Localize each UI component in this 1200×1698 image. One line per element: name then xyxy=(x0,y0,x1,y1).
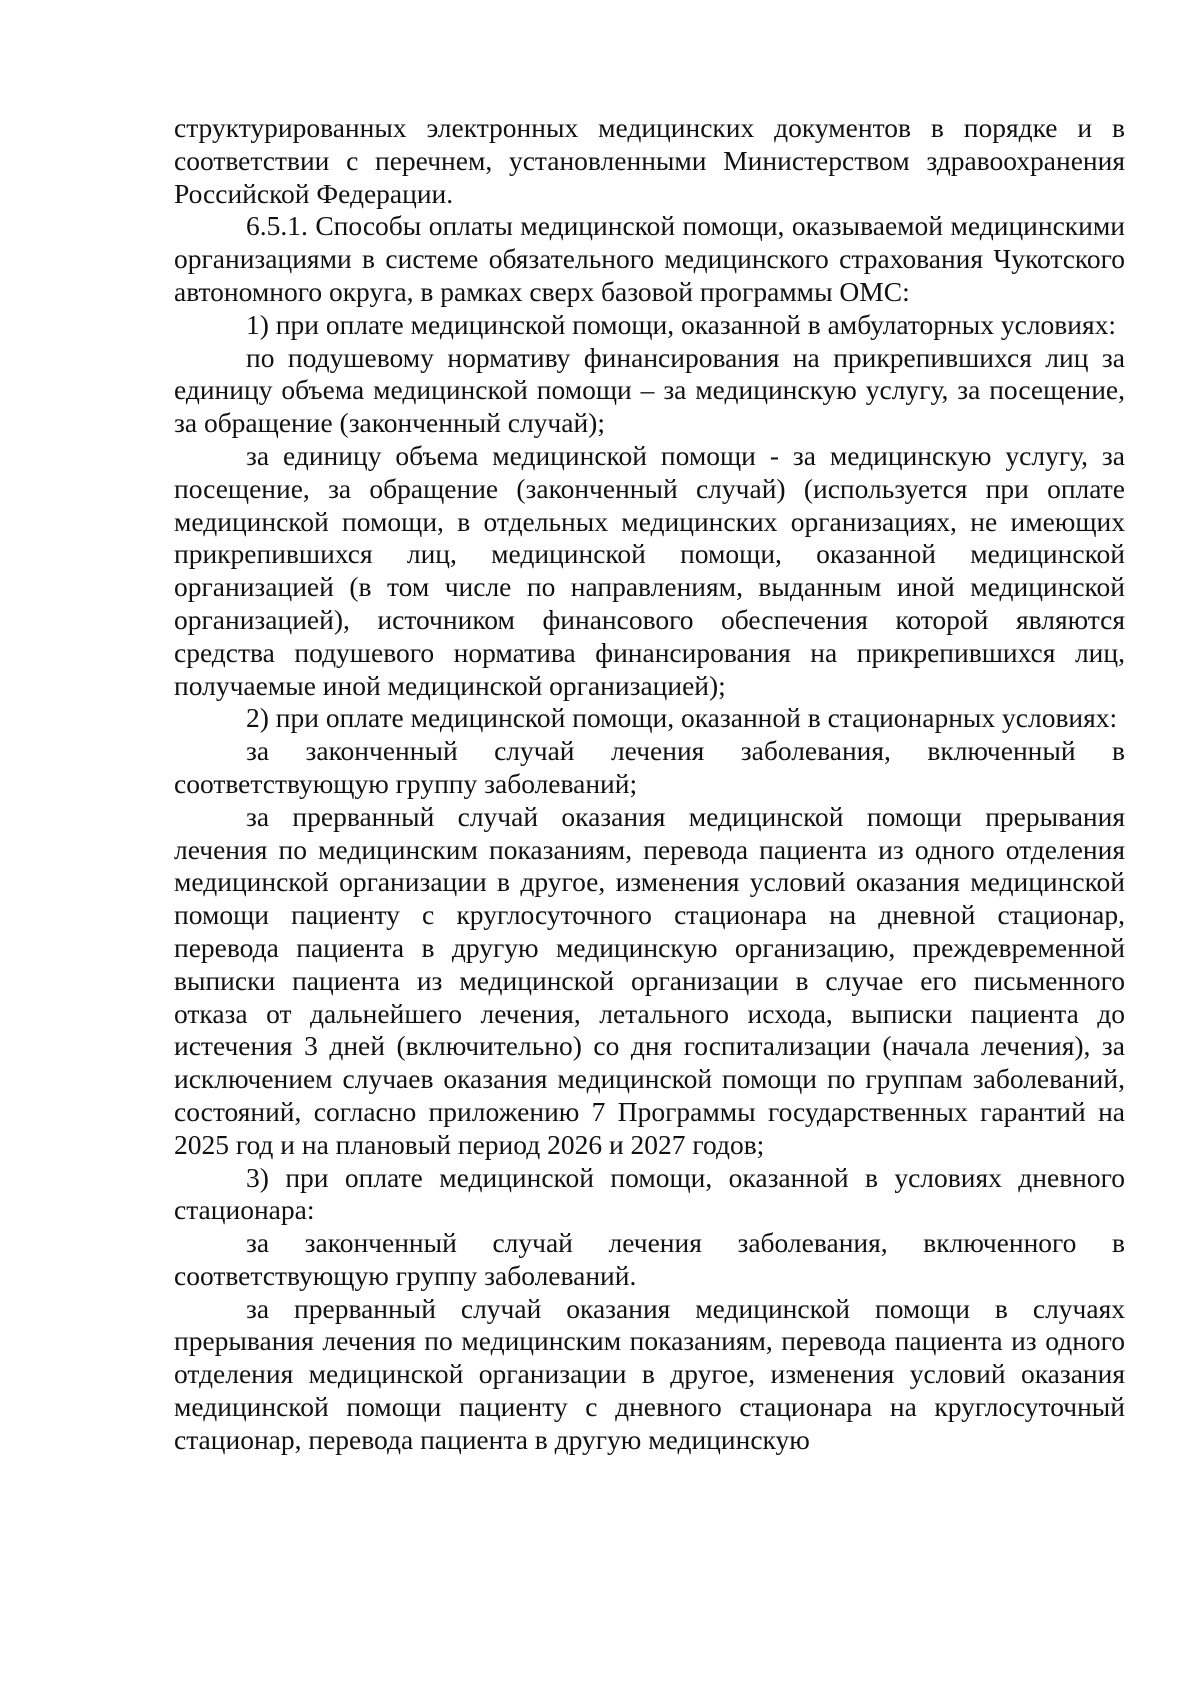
paragraph-interrupted-case-inpatient: за прерванный случай оказания медицинской помощи прерывания лечения по медицинским показаниям, перевода пациента из одного отделения медицинской организации в другое, изменения условий оказания медицинской помощи пациенту с круглосуточного стационара на дневной стационар, перевода пациента в другую медицинскую организацию, преждевременной выписки пациента из медицинской организации в случае его письменного отказа от дальнейшего лечения, летального исхода, выписки пациента до истечения 3 дней (включительно) со дня госпитализации (начала лечения), за исключением случаев оказания медицинской помощи по группам заболеваний, состояний, согласно приложению 7 Программы государственных гарантий на 2025 год и на плановый период 2026 и 2027 годов; xyxy=(174,800,1125,1160)
paragraph-item-2-inpatient: 2) при оплате медицинской помощи, оказанной в стационарных условиях: xyxy=(246,702,1118,734)
paragraph-item-3-day-hospital: 3) при оплате медицинской помощи, оказанной в условиях дневного стационара: xyxy=(174,1161,1125,1226)
paragraph-item-1-ambulatory: 1) при оплате медицинской помощи, оказанной в амбулаторных условиях: xyxy=(246,308,1117,340)
paragraph-per-capita-norm: по подушевому нормативу финансирования на прикрепившихся лиц за единицу объема медицинской помощи – за медицинскую услугу, за посещение, за обращение (законченный случай); xyxy=(174,341,1125,439)
paragraph-continuation: структурированных электронных медицинских документов в порядке и в соответствии с перечнем, установленными Министерством здравоохранения Российской Федерации. xyxy=(174,112,1125,209)
paragraph-section-6-5-1: 6.5.1. Способы оплаты медицинской помощи, оказываемой медицинскими организациями в системе обязательного медицинского страхования Чукотского автономного округа, в рамках сверх базовой программы ОМС: xyxy=(174,210,1125,307)
paragraph-interrupted-case-day-hospital: за прерванный случай оказания медицинской помощи в случаях прерывания лечения по медицинским показаниям, перевода пациента из одного отделения медицинской организации в другое, изменения условий оказания медицинской помощи пациенту с дневного стационара на круглосуточный стационар, перевода пациента в другую медицинскую xyxy=(174,1292,1125,1455)
paragraph-completed-case-day-hospital: за законченный случай лечения заболевания, включенного в соответствующую группу заболеваний. xyxy=(174,1227,1125,1291)
paragraph-unit-volume: за единицу объема медицинской помощи - за медицинскую услугу, за посещение, за обращение (законченный случай) (используется при оплате медицинской помощи, в отдельных медицинских организациях, не имеющих прикрепившихся лиц, медицинской помощи, оказанной медицинской организацией (в том числе по направлениям, выданным иной медицинской организацией), источником финансового обеспечения которой являются средства подушевого норматива финансирования на прикрепившихся лиц, получаемые иной медицинской организацией); xyxy=(174,439,1125,701)
document-page xyxy=(174,112,1125,1457)
paragraph-completed-case-inpatient: за законченный случай лечения заболевания, включенный в соответствующую группу заболеваний; xyxy=(174,735,1125,799)
